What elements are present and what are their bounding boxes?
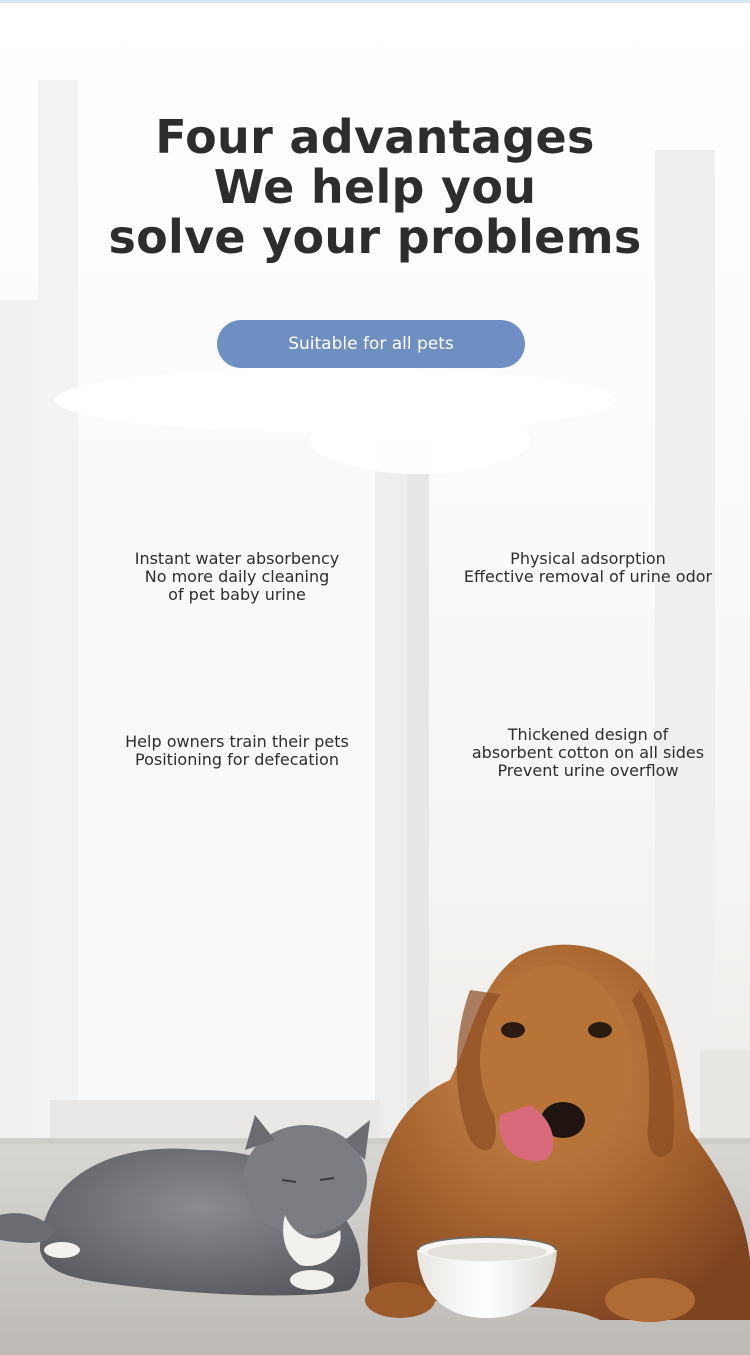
title-line-1: Four advantages: [155, 110, 595, 164]
feature-line: Prevent urine overflow: [497, 761, 679, 780]
page-title: [0, 112, 750, 262]
feature-line: Instant water absorbency: [134, 549, 340, 568]
suitable-badge: Suitable for all pets: [217, 320, 525, 368]
feature-training: [102, 733, 372, 769]
feature-line: Effective removal of urine odor: [463, 567, 713, 586]
feature-line: of pet baby urine: [168, 585, 306, 604]
feature-line: No more daily cleaning: [144, 567, 330, 586]
feature-thickened-design: [448, 726, 728, 780]
feature-line: absorbent cotton on all sides: [471, 743, 705, 762]
feature-line: Thickened design of: [507, 725, 669, 744]
feature-line: Physical adsorption: [510, 549, 666, 568]
feature-line: Positioning for defecation: [135, 750, 339, 769]
feature-odor-removal: [448, 550, 728, 586]
feature-line: Help owners train their pets: [125, 732, 349, 751]
feature-absorbency: [112, 550, 362, 604]
title-line-3: solve your problems: [108, 210, 642, 264]
title-line-2: We help you: [213, 160, 537, 214]
